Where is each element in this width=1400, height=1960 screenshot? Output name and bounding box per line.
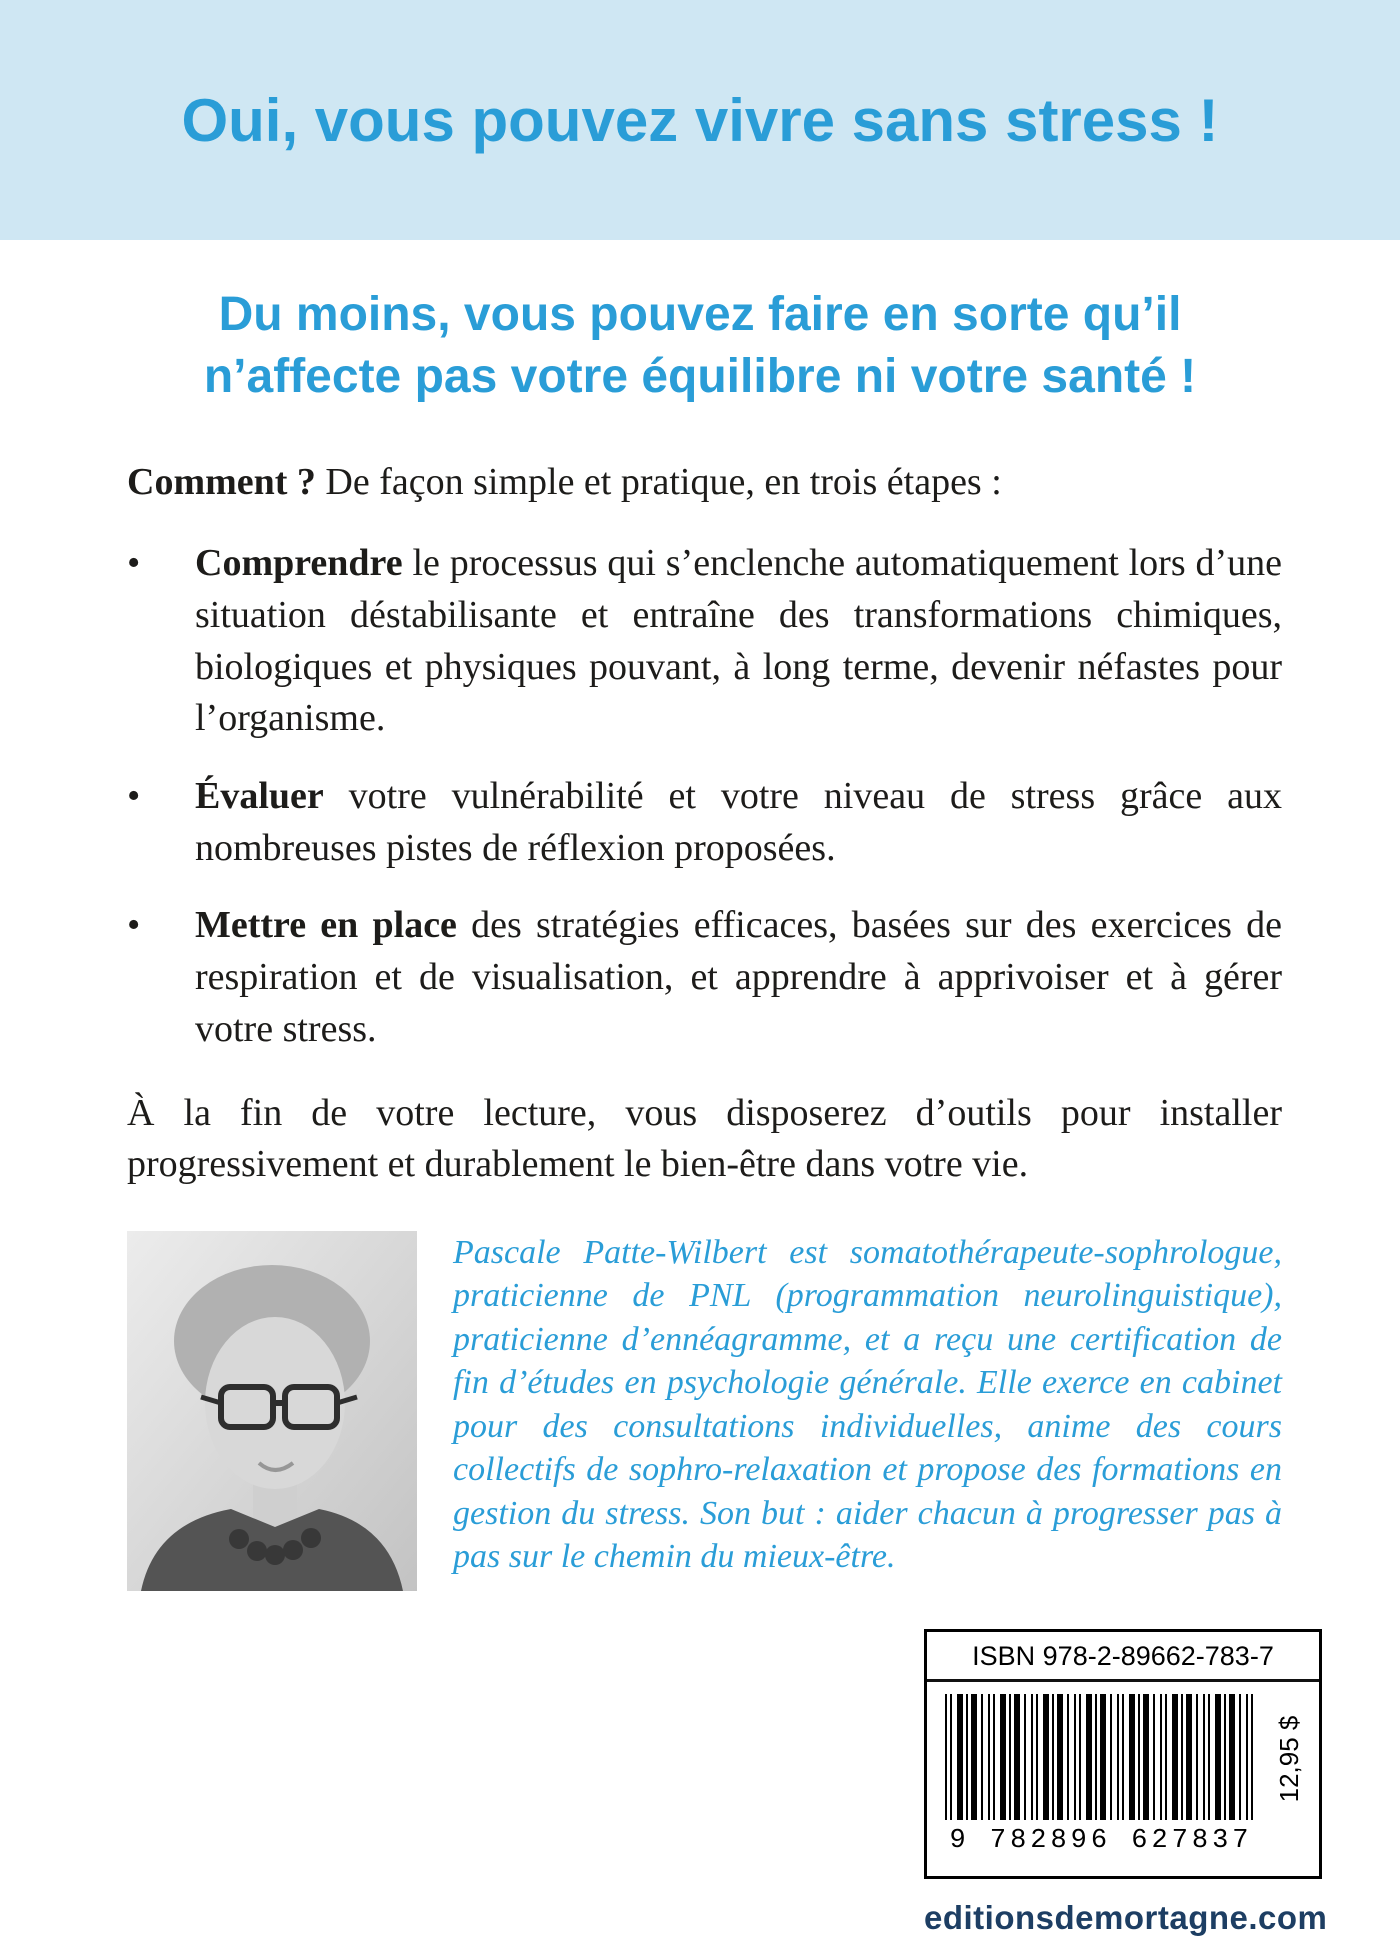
bullet-list — [127, 538, 1282, 1055]
bullet-lead: Évaluer — [195, 775, 324, 818]
portrait-illustration — [127, 1231, 417, 1591]
closing-paragraph: À la fin de votre lecture, vous disposerez d’outils pour installer progressivement et durablement le bien-être dans votre vie. — [127, 1091, 1282, 1186]
publisher-website: editionsdemortagne.com — [924, 1898, 1328, 1936]
author-photo — [127, 1231, 417, 1591]
price-label: 12,95 $ — [1274, 1715, 1305, 1803]
cover-subtitle — [0, 284, 1400, 409]
intro-rest: De façon simple et pratique, en trois étapes : — [315, 460, 1002, 503]
top-band — [0, 0, 1400, 240]
bullet-dot: • — [127, 775, 141, 818]
author-bio: Pascale Patte-Wilbert est somatothérapeute-sophrologue, praticienne de PNL (programmation neurolinguistique), praticienne d’ennéagramme, et a reçu une certification de fin d’études en psychologie générale. Elle exerce en cabinet pour des consultations individuelles, anime des cours collectifs de sophro-relaxation et propose des formations en gestion du stress. Son but : aider chacun à progresser pas à pas sur le chemin du mieux-être. — [453, 1233, 1282, 1576]
bullet-item-mettre-en-place — [127, 900, 1282, 1055]
intro-paragraph — [127, 457, 1282, 509]
body-copy — [0, 457, 1400, 1191]
barcode-bars — [945, 1694, 1257, 1820]
bullet-lead: Mettre en place — [195, 904, 457, 947]
bullet-item-evaluer — [127, 771, 1282, 874]
bottom-right-block — [924, 1629, 1328, 1937]
bullet-body: votre vulnérabilité et votre niveau de stress grâce aux nombreuses pistes de réflexion proposées. — [195, 775, 1282, 869]
barcode-digits: 9 782896 627837 — [949, 1825, 1253, 1856]
subtitle-line-1: Du moins, vous pouvez faire en sorte qu’il — [218, 288, 1182, 341]
intro-lead: Comment ? — [127, 460, 316, 503]
barcode-box — [924, 1629, 1322, 1879]
cover-title: Oui, vous pouvez vivre sans stress ! — [181, 86, 1219, 154]
bullet-body: le processus qui s’enclenche automatiquement lors d’une situation déstabilisante et entraîne des transformations chimiques, biologiques et physiques pouvant, à long terme, devenir néfastes pour l’organisme. — [195, 542, 1282, 740]
bullet-text — [195, 538, 1282, 745]
bullet-text — [195, 771, 1282, 874]
bullet-dot: • — [127, 542, 141, 585]
bullet-dot: • — [127, 904, 141, 947]
author-section — [0, 1231, 1400, 1591]
bullet-lead: Comprendre — [195, 542, 403, 585]
bullet-text — [195, 900, 1282, 1055]
subtitle-line-2: n’affecte pas votre équilibre ni votre santé ! — [203, 350, 1197, 404]
bullet-item-comprendre — [127, 538, 1282, 745]
bullet-body: des stratégies efficaces, basées sur des exercices de respiration et de visualisation, et apprendre à apprivoiser et à gérer votre stress. — [195, 904, 1282, 1050]
isbn-label: ISBN 978-2-89662-783-7 — [927, 1632, 1319, 1682]
